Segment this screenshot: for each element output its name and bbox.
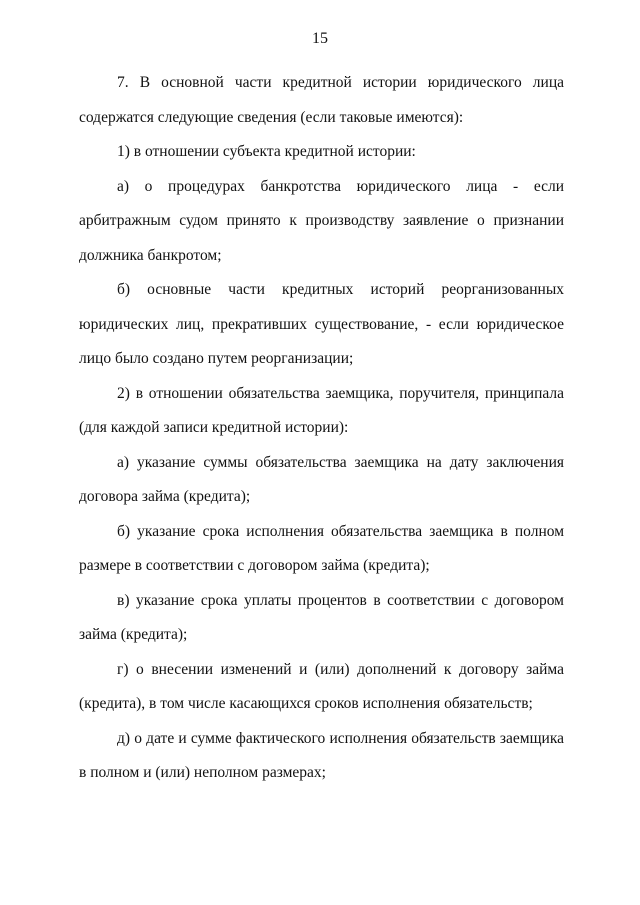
page-number: 15	[312, 30, 328, 47]
document-body	[79, 66, 564, 791]
paragraph-a-amount: а) указание суммы обязательства заемщика на дату заключения договора займа (кредита);	[79, 453, 564, 505]
paragraph-b-term: б) указание срока исполнения обязательства заемщика в полном размере в соответствии с договором займа (кредита);	[79, 522, 564, 574]
paragraph-7: 7. В основной части кредитной истории юридического лица содержатся следующие сведения (если таковые имеются):	[79, 74, 564, 126]
paragraph-d-execution: д) о дате и сумме фактического исполнения обязательств заемщика в полном и (или) неполном размерах;	[79, 729, 564, 781]
paragraph-b-reorganized: б) основные части кредитных историй реорганизованных юридических лиц, прекративших существование, - если юридическое лицо было создано путем реорганизации;	[79, 281, 564, 367]
paragraph-v-interest: в) указание срока уплаты процентов в соответствии с договором займа (кредита);	[79, 591, 564, 643]
paragraph-2-obligation: 2) в отношении обязательства заемщика, поручителя, принципала (для каждой записи кредитной истории):	[79, 384, 564, 436]
paragraph-a-bankruptcy: а) о процедурах банкротства юридического лица - если арбитражным судом принято к производству заявление о признании должника банкротом;	[79, 177, 564, 264]
paragraph-g-amendments: г) о внесении изменений и (или) дополнений к договору займа (кредита), в том числе касающихся сроков исполнения обязательств;	[79, 660, 564, 712]
paragraph-1-subject: 1) в отношении субъекта кредитной истории:	[117, 143, 416, 160]
